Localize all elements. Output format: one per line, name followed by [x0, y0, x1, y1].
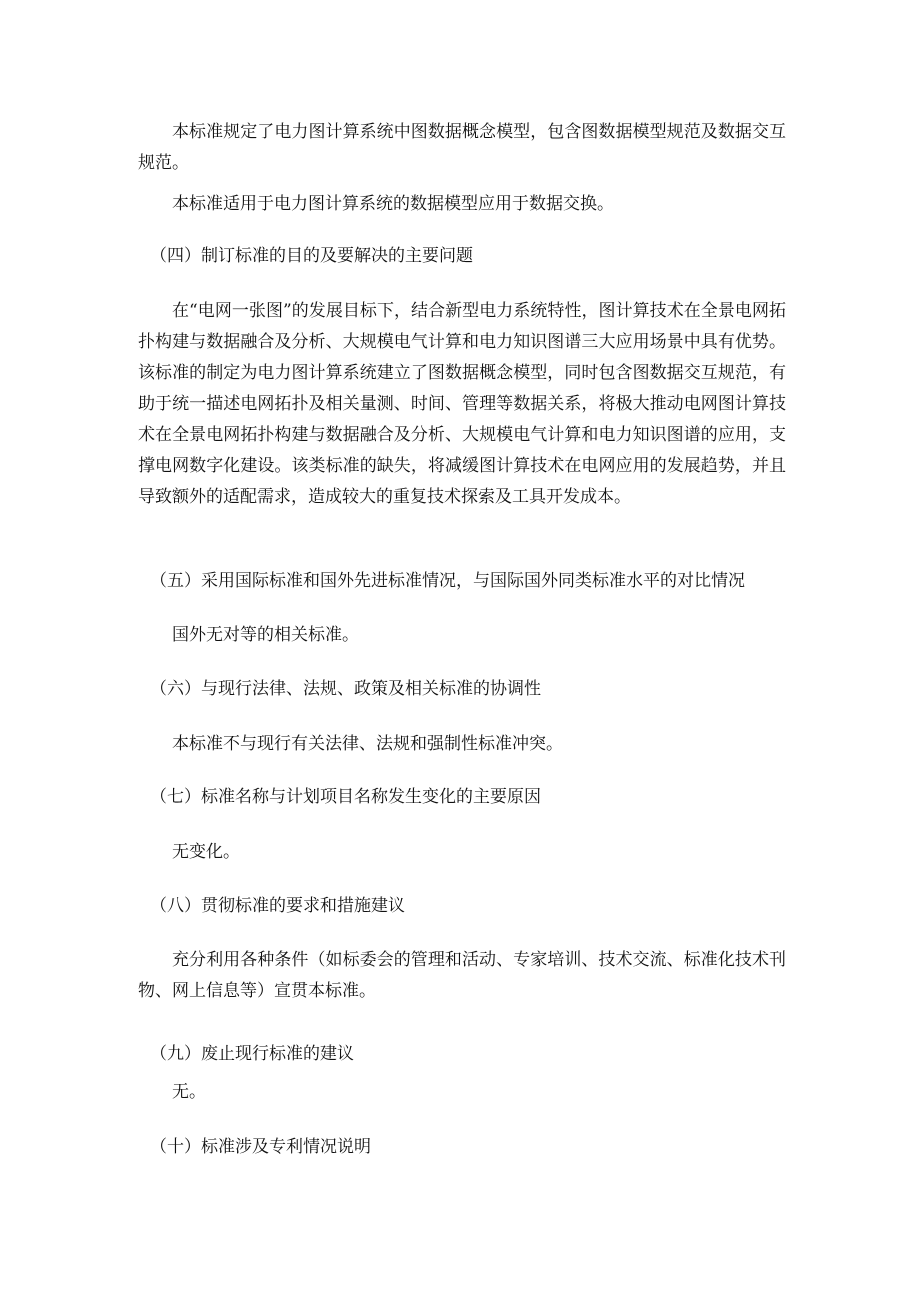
section-9-body: 无。 [172, 1082, 206, 1102]
section-5-body: 国外无对等的相关标准。 [172, 625, 359, 645]
section-6-body: 本标准不与现行有关法律、法规和强制性标准冲突。 [172, 734, 563, 754]
section-7-heading: （七）标准名称与计划项目名称发生变化的主要原因 [150, 787, 541, 807]
section-6-heading: （六）与现行法律、法规、政策及相关标准的协调性 [150, 679, 541, 699]
section-9-heading: （九）废止现行标准的建议 [150, 1044, 354, 1064]
section-4-body: 在“电网一张图”的发展目标下，结合新型电力系统特性，图计算技术在全景电网拓扑构建与数据融合及分析、大规模电气计算和电力知识图谱三大应用场景中具有优势。该标准的制定为电力图计算系统建立了图数据概念模型，同时包含图数据交互规范，有助于统一描述电网拓扑及相关量测、时间、管理等数据关系，将极大推动电网图计算技术在全景电网拓扑构建与数据融合及分析、大规模电气计算和电力知识图谱的应用，支撑电网数字化建设。该类标准的缺失，将减缓图计算技术在电网应用的发展趋势，并且导致额外的适配需求，造成较大的重复技术探索及工具开发成本。 [138, 301, 786, 507]
section-10-heading: （十）标准涉及专利情况说明 [150, 1137, 371, 1157]
scope-paragraph-1: 本标准规定了电力图计算系统中图数据概念模型，包含图数据模型规范及数据交互规范。 [138, 122, 786, 173]
section-8-heading: （八）贯彻标准的要求和措施建议 [150, 896, 405, 916]
section-8-body: 充分利用各种条件（如标委会的管理和活动、专家培训、技术交流、标准化技术刊物、网上信息等）宣贯本标准。 [138, 950, 786, 1001]
scope-paragraph-2: 本标准适用于电力图计算系统的数据模型应用于数据交换。 [172, 194, 614, 214]
section-4-heading: （四）制订标准的目的及要解决的主要问题 [150, 246, 473, 266]
section-7-body: 无变化。 [172, 842, 240, 862]
section-5-heading: （五）采用国际标准和国外先进标准情况，与国际国外同类标准水平的对比情况 [150, 571, 745, 591]
